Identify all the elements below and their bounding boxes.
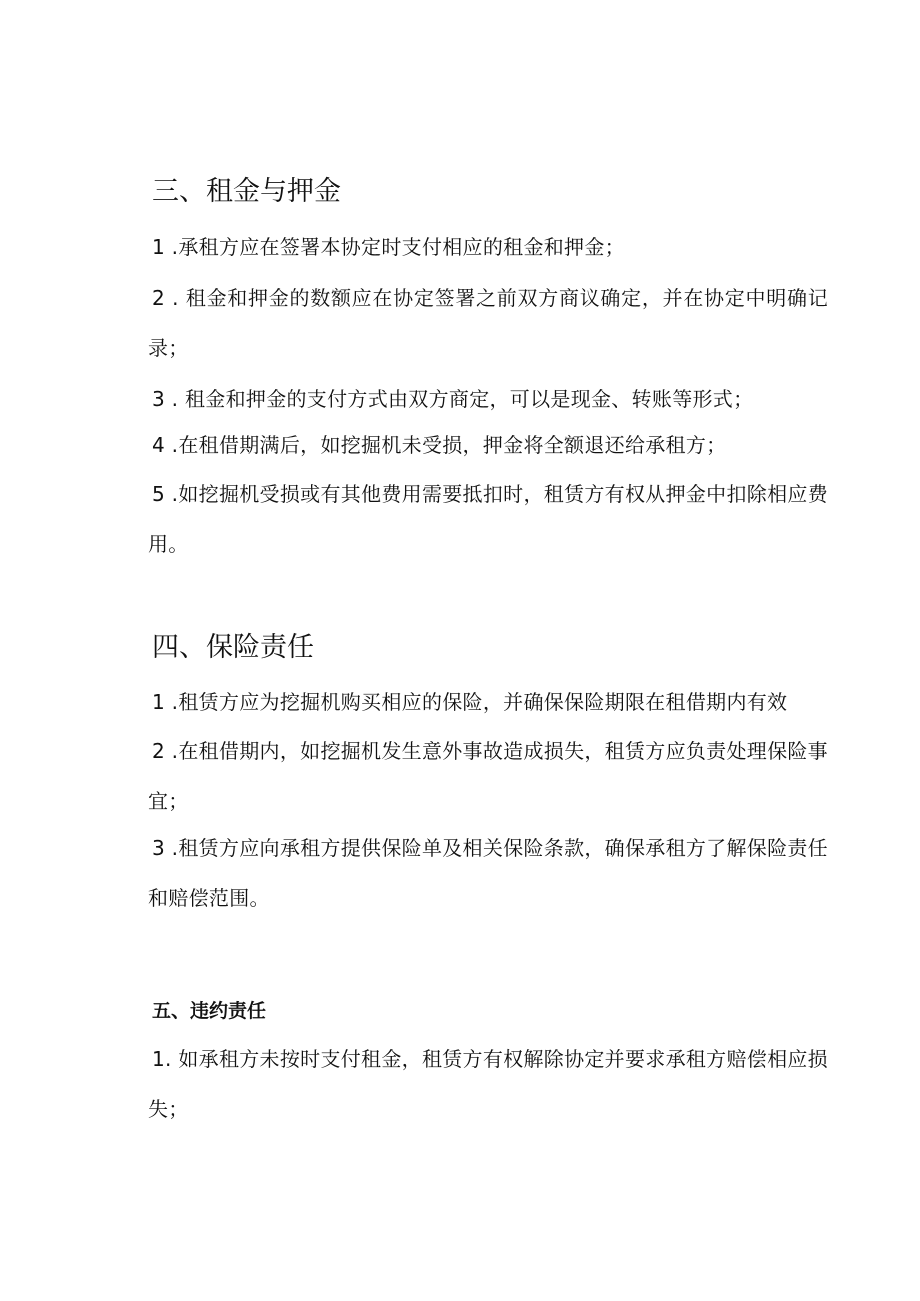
section-heading-rent-deposit: 三、租金与押金 [152, 176, 341, 207]
clause-3-2: 2 . 租金和押金的数额应在协定签署之前双方商议确定，并在协定中明确记录； [148, 286, 828, 360]
section-heading-insurance: 四、保险责任 [152, 632, 314, 663]
clause-3-1: 1 .承租方应在签署本协定时支付相应的租金和押金； [152, 235, 625, 259]
clause-3-4: 4 .在租借期满后，如挖掘机未受损，押金将全额退还给承租方； [152, 433, 727, 457]
clause-5-1: 1. 如承租方未按时支付租金，租赁方有权解除协定并要求承租方赔偿相应损失； [148, 1047, 828, 1121]
clause-4-2: 2 .在租借期内，如挖掘机发生意外事故造成损失，租赁方应负责处理保险事宜； [148, 739, 828, 813]
clause-4-3: 3 .租赁方应向承租方提供保险单及相关保险条款，确保承租方了解保险责任和赔偿范围。 [148, 836, 828, 910]
section-heading-breach: 五、违约责任 [152, 1000, 267, 1022]
clause-4-1: 1 .租赁方应为挖掘机购买相应的保险，并确保保险期限在租借期内有效 [152, 690, 788, 714]
clause-3-3: 3 . 租金和押金的支付方式由双方商定，可以是现金、转账等形式； [152, 387, 754, 411]
clause-3-5: 5 .如挖掘机受损或有其他费用需要抵扣时，租赁方有权从押金中扣除相应费用。 [148, 482, 828, 556]
